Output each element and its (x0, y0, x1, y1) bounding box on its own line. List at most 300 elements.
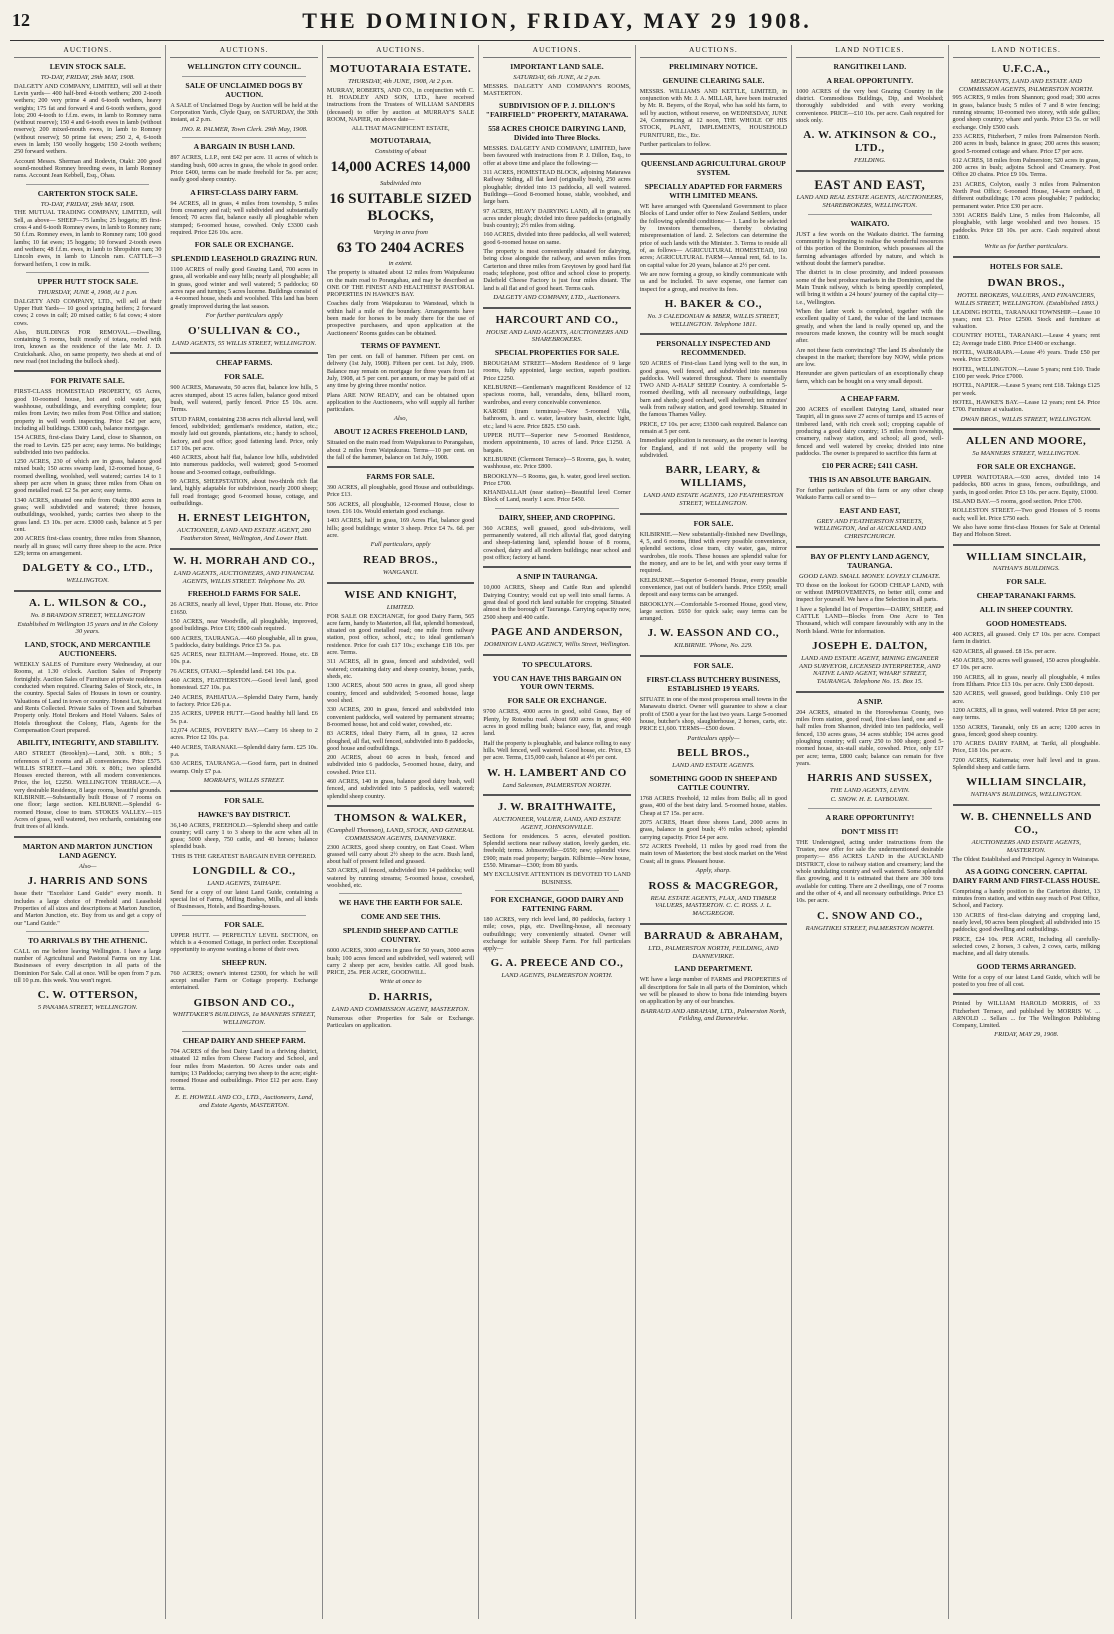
ad-text: 200 ACRES, about 60 acres in bush, fenced and subdivided into 6 paddocks, 5-roomed house, dairy, and cowshed. Price £11. (326, 754, 475, 776)
rule-divider (808, 808, 931, 809)
ad-subline: Land Salesmen, PALMERSTON NORTH. (502, 781, 612, 789)
ad-text: 170 ACRES DAIRY FARM, at Tariki, all ploughable. Price, £18 10s. per acre. (952, 740, 1100, 755)
ad-heading: YOU CAN HAVE THIS BARGAIN ON YOUR OWN TERMS. (492, 673, 622, 692)
ad-text: Also, BUILDINGS FOR REMOVAL.—Dwelling, containing 5 rooms, built mostly of totara, roofed with iron, known as the residence of the late Mr. J. D. Cruickshank. Also, on same property, two sheds at end of new road (not including the bullock shed). (14, 328, 162, 366)
advertiser-name: WILLIAM SINCLAIR, (966, 550, 1087, 563)
column-5 (635, 45, 791, 1619)
ad-text: 160 ACRES, divided into three paddocks, all well watered; good 6-roomed house on same. (483, 231, 631, 246)
advertiser-name: H. BAKER & CO., (664, 297, 763, 310)
ad-heading: FARMS FOR SALE. (366, 472, 435, 482)
rule-divider (483, 566, 630, 568)
ad-text: 2300 ACRES, good sheep country, on East Coast. When grassed will carry about 2½ sheep to the acre. Bush land, about half of present felled and grassed. (326, 843, 475, 866)
ad-text: 240 ACRES, PAHIATUA.—Splendid Dairy Farm, handy to factory. Price £26 p.a. (170, 693, 318, 709)
column-header: AUCTIONS. (14, 45, 161, 58)
advertiser-name: GIBSON AND CO., (193, 996, 295, 1009)
ad-text: 130 ACRES of first-class dairying and cropping land, nearly level, 90 acres been ploughed; all subdivided into 15 paddocks; good dwelling and outbuildings. (952, 911, 1100, 934)
ad-heading: WELLINGTON CITY COUNCIL. (187, 61, 301, 71)
rule-divider (483, 794, 630, 796)
ad-text: Ten per cent. on fall of hammer. Fifteen per cent. on delivery (1st July, 1908). Fifteen per cent. 1st July, 1909. Balance may remain on mortgage for three years from 1st July, 1908, at 5 per cent. per annum, or may be paid off at any time by giving three months' notice. (326, 352, 475, 390)
ad-subline: AUCTIONEER, VALUER, LAND, AND ESTATE AGENT, JOHNSONVILLE. (493, 816, 621, 832)
advertiser-name: THOMSON & WALKER, (334, 812, 467, 825)
rule-divider (953, 804, 1100, 806)
ad-text: 330 ACRES, 200 in grass, fenced and subdivided into convenient paddocks, well watered by permanent streams; 8-roomed house, hot and cold water, cowshed, etc. (326, 706, 475, 728)
ad-text: 1100 ACRES of really good Grazing Land, 700 acres in grass, all workable and easy hills; nearly all ploughable; all in grass, good winter and well watered; 5 paddocks; 60 acres rape and turnips; 5 acres lucerne. Buildings consist of a 4-roomed house, sheds and woolshed. This land has been greatly improved during the last season. (170, 266, 318, 310)
ad-heading: LAND, STOCK, AND MERCANTILE AUCTIONEERS. (24, 640, 151, 659)
ad-text: 460 ACRES, 140 in grass, balance good dairy bush, well fenced, and subdivided into 5 paddocks, well watered; splendid sheep country. (326, 778, 475, 800)
ad-subline: MORRAH'S, WILLIS STREET. (203, 776, 285, 784)
ad-heading: BAY OF PLENTY LAND AGENCY, TAURANGA. (810, 552, 930, 570)
rule-divider (640, 655, 787, 657)
ad-text: 7200 ACRES, Kaitemata; over half level and in grass. Splendid sheep and cattle farm. (952, 756, 1100, 772)
ad-text: 400 ACRES, all grassed. Only £7 10s. per acre. Compact farm in district. (952, 631, 1100, 646)
ad-text: MESSRS. DALGETY AND COMPANY, LIMITED, have been favoured with instructions from P. J. Dillon, Esq., to offer at above time and place the following:— (483, 145, 631, 167)
ad-text: BROOKLYN—5 Rooms, gas, h. water, good level section. Price £700. (483, 472, 631, 487)
column-6 (791, 45, 947, 1619)
rule-divider (14, 836, 161, 838)
ad-heading: ABILITY, INTEGRITY, AND STABILITY. (16, 738, 159, 748)
ad-text: 704 ACRES of the best Dairy Land in a thriving district, situated 12 miles from Cheese Factory and School, and four miles from Masterton. 90 Acres under oats and turnips; 13 Paddocks; carrying two sheep to the acre; eight-roomed House and outbuildings. Price £12 per acre. Easy terms. (170, 1047, 318, 1092)
ad-subline: No. 8 BRANDON STREET, WELLINGTON (30, 611, 145, 619)
ad-subline: FRIDAY, MAY 29, 1908. (994, 1031, 1059, 1039)
rule-divider (495, 890, 618, 891)
rule-divider (339, 893, 462, 894)
advertiser-name: READ BROS., (363, 554, 438, 567)
ad-subline: LAND AGENTS, TAIHAPE. (207, 880, 282, 888)
ad-heading: SUBDIVISION OF P. J. DILLON'S "FAIRFIELD" PROPERTY, MATARAWA. (485, 101, 629, 120)
ad-heading: FOR PRIVATE SALE. (50, 376, 125, 386)
ad-heading: CARTERTON STOCK SALE. (37, 188, 138, 198)
ad-heading: LEVIN STOCK SALE. (49, 61, 126, 71)
ad-subline: LAND AND REAL ESTATE AGENTS, AUCTIONEERS, SHAREBROKERS, WELLINGTON. (796, 194, 944, 210)
ad-heading: FIRST-CLASS BUTCHERY BUSINESS, ESTABLISHED 19 YEARS. (646, 675, 781, 694)
ad-heading: FOR EXCHANGE, GOOD DAIRY AND FATTENING FARM. (490, 894, 624, 913)
ad-text: 200 ACRES of excellent Dairying Land, situated near Taupiri, all in grass save 27 acres of turnips and 15 acres of timbered land, with rich creek soil; cropping capable of producing a good dairy country; 15 miles from township, creamery, railway station, and school; all good, well-fenced and well watered by creeks; divided into nine paddocks. The owner is prepared to sacrifice this farm at (796, 406, 944, 457)
ad-heading: LAND DEPARTMENT. (674, 964, 753, 974)
ad-text: 1250 ACRES, 230 of which are in grass, balance good mixed bush; 150 acres swamp land, 12-roomed house, 6-roomed dwelling, woolshed, well watered; carries 14 to 1 sheep per acre when in grass; three miles from Ohau on good metalled road. £2 5s. per acre; easy terms. (14, 458, 162, 495)
ad-text: 625 ACRES, near ELTHAM.—Improved. House, etc. £8 10s. p.a. (170, 651, 318, 666)
ad-text: A SALE of Unclaimed Dogs by Auction will be held at the Corporation Yards, Clyde Quay, on SATURDAY, the 30th instant, at 2 p.m. (170, 101, 318, 124)
ad-text: 36,140 ACRES, FREEHOLD.—Splendid sheep and cattle country; will carry 1 to 3 sheep to the acre when all in grass; 5000 sheep, 750 cattle, and 40 horses; balance splendid bush. (170, 821, 318, 851)
ad-heading: GOOD HOMESTEADS. (985, 619, 1067, 629)
advertiser-name: O'SULLIVAN & CO., (188, 324, 301, 337)
ad-subline: LAND AND COMMISSION AGENT, MASTERTON. (331, 1006, 470, 1014)
ad-heading: PERSONALLY INSPECTED AND RECOMMENDED. (656, 339, 771, 358)
ad-text: The district is in close proximity, and indeed possesses some of the best produce markets in the Dominion, and the Main Trunk railway, which is being speedily completed, will bring it within a 24 hours' journey of the capital city—i.e., Wellington. (796, 269, 944, 306)
advertiser-name: J. HARRIS AND SONS (27, 875, 148, 888)
ad-heading: RANGITIKEI LAND. (833, 61, 907, 71)
ad-subline: LAND AND ESTATE AGENT, MINING ENGINEER AND SURVEYOR, LICENSED INTERPRETER, AND NATIVE LAND AGENT, WHARF STREET, TAURANGA. Telephone No. 15. Box 15. (799, 654, 941, 686)
ad-text: KHANDALLAH (near station)—Beautiful level Corner Block of Land, nearly 1 acre. Price £450. (483, 489, 631, 504)
ad-heading: A REAL OPPORTUNITY. (826, 75, 914, 85)
advertiser-name: PAGE AND ANDERSON, (491, 625, 623, 638)
ad-subline: Consisting of about (374, 148, 427, 156)
rule-divider (495, 508, 618, 509)
ad-text: 2075 ACRES, Heart three shores Land, 2000 acres in grass, balance in good bush; 4½ miles school; splendid carrying capacity. Price £4 per acre. (639, 818, 788, 841)
masthead (10, 6, 1104, 41)
ad-text: 26 ACRES, nearly all level, Upper Hutt. House, etc. Price £1650. (170, 601, 318, 616)
ad-text: For further particulars of this farm or any other cheap Waikato Farms call or send to— (796, 487, 944, 502)
ad-heading: SPECIALLY ADAPTED FOR FARMERS WITH LIMITED MEANS. (644, 182, 783, 201)
ad-subline: Full particulars, apply (370, 541, 431, 549)
rule-divider (182, 76, 305, 77)
rule-divider (640, 923, 787, 925)
ad-text: KELBURNE (Clermont Terrace)—5 Rooms, gas, h. water, washhouse, etc. Price £800. (483, 455, 631, 471)
ad-text: 3391 ACRES Bald's Line, 5 miles from Halcombe, all ploughable, with large woolshed and two houses. 15 paddocks. Price £8 10s. per acre. Cash required about £1800. (952, 212, 1100, 241)
advertiser-name: W. B. CHENNELLS AND CO., (960, 811, 1093, 837)
ad-text: 1350 ACRES, Taranaki, only £6 an acre; 1200 acres in grass, fenced; good sheep country. (952, 723, 1100, 738)
ad-heading: FREEHOLD FARMS FOR SALE. (187, 589, 301, 599)
ad-text: 612 ACRES, 18 miles from Palmerston; 520 acres in grass, 200 acres in bush; adjoins School and Creamery. Post Office 20 chains. Price £9 10s. Terms. (952, 156, 1100, 179)
rule-divider (26, 272, 149, 273)
ad-heading: UPPER HUTT STOCK SALE. (37, 276, 138, 286)
ad-subline: Established in Wellington 15 years and in the Colony 30 years. (17, 620, 158, 636)
ad-text: The Oldest Established and Principal Agency in Wairarapa. (952, 855, 1100, 863)
advertiser-name: A. L. WILSON & CO., (28, 596, 147, 609)
ad-text: 450 ACRES, 300 acres well grassed, 150 acres ploughable. £7 10s. per acre. (952, 657, 1100, 672)
advertiser-name: DWAN BROS., (987, 277, 1065, 289)
ad-text: LEADING HOTEL, TARANAKI TOWNSHIP.—Lease 10 years; rent £3. Price £2500. Stock and furniture at valuation. (952, 308, 1100, 331)
ad-text: 995 ACRES, 9 miles from Shannon; good road; 300 acres in grass, balance bush; 5 miles of 7 and 8 wire fencing; running streams; 10-roomed two storey, with side gullies; good sheep country; whare and yards. Price £3 5s. or will exchange. Only £500 cash. (952, 94, 1100, 131)
advertiser-name: WISE AND KNIGHT, (344, 588, 457, 601)
ad-heading: TERMS OF PAYMENT. (360, 341, 441, 351)
ad-text: CALL on me before leaving Wellington. I have a large number of Agricultural and Pastoral Farms on my List. Businesses of every description in all parts of the Dominion For Sale. Call at once. Will be open from 7 p.m. till 10 p.m. this week. You won't regret. (14, 947, 162, 985)
ad-heading: PRELIMINARY NOTICE. (669, 61, 758, 71)
ad-heading: DON'T MISS IT! (841, 826, 899, 836)
ad-heading: SPLENDID LEASEHOLD GRAZING RUN. (171, 254, 318, 264)
ad-text: 1000 ACRES of the very best Grazing Country in the district. Commodious Buildings, Dip, and Woolshed; thoroughly subdivided and with every working convenience. PRICE—£10 10s. per acre. Cash required for stock only. (796, 87, 944, 124)
ad-heading: CHEAP FARMS. (215, 358, 273, 368)
ad-text: HOTEL, HAWKE'S BAY.—Lease 12 years; rent £4. Price £700. Furniture at valuation. (952, 398, 1100, 414)
ad-text: ARO STREET (Brooklyn).—Land, 30ft. x 80ft.; 5 references of 3 rooms and all conveniences. Price £575. WILLIS STREET.—Land 30ft. x 80ft.; two splendid Houses erected thereon, with all modern conveniences. Price, the lot, £2250. WELLINGTON TERRACE.—A very desirable Residence, 8 large rooms, beautiful grounds. KILBIRNIE.—Substantially built House of 7 rooms on one floor; large section. KELBURNE.—Splendid 6-roomed House, close to tram. STOKES VALLEY.—115 Acres of grass, well watered, two orchards, containing one fruit trees of all kinds. (14, 750, 162, 831)
ad-text: DALGETY AND COMPANY, LTD., will sell at their Upper Hutt Yards— 10 good springing heifers; 2 forward cows; 2 cows in calf; 20 mixed cattle; 6 fat cows; 4 store cows. (14, 297, 162, 327)
advertiser-name: ALLEN AND MOORE, (966, 435, 1087, 448)
advertiser-name: BARRAUD & ABRAHAM, (643, 929, 783, 942)
ad-text: UPPER HUTT—Superior new 5-roomed Residence, modern appointments, 10 acres of land. Price £1250. A bargain. (483, 431, 631, 454)
ad-text: 231 ACRES, Colyton, easily 3 miles from Palmerston North Post Office; 6-roomed House, 14-acre orchard, 8 different outbuildings; 170 acres ploughable; 7 paddocks; permanent water. Price £30 per acre. (952, 180, 1100, 210)
ad-text: We are now forming a group, so kindly communicate with us and be included. To save expense, one farmer can inspect for a group, and receive its fees. (639, 270, 788, 293)
rule-divider (808, 214, 931, 215)
advertiser-name: EAST AND EAST, (814, 177, 926, 193)
ad-text: 97 ACRES, HEAVY DAIRYING LAND, all in grass, six acres under plough; divided into three paddocks (originally bush country); 2½ miles from siding. (483, 207, 631, 230)
ad-text: 233 ACRES, Fitzherbert, 7 miles from Palmerston North. 200 acres in bush, balance in grass; 200 acres this season; good 5-roomed cottage and whare. Price £7 per acre. (952, 132, 1100, 155)
ad-text: Account Messrs. Sherman and Rodevin, Otaki: 200 good sound-mouthed Romney breeding ewes, in lamb Romney rams. Account Jean Kebbell, Esq., Ohau. (14, 157, 162, 180)
columns (10, 45, 1104, 1619)
advertiser-name: BARR, LEARY, & WILLIAMS, (665, 464, 762, 490)
ad-subline: THURSDAY, JUNE 4, 1908, At 1 p.m. (37, 288, 138, 296)
ad-text: 311 ACRES, HOMESTEAD BLOCK, adjoining Matarawa Railway Siding, all flat land (originally bush), 250 acres ploughable; divided into 13 paddocks, all well watered. Buildings—Good 8-roomed house, stable, woolshed, and large barn. (483, 168, 631, 206)
ad-text: MESSRS. DALGETY AND COMPANY'S ROOMS, MASTERTON. (483, 82, 631, 97)
advertiser-name: JOSEPH E. DALTON, (812, 639, 928, 652)
ad-heading: £10 PER ACRE; £411 CASH. (822, 461, 918, 471)
ad-text: 390 ACRES, all ploughable, good House and outbuildings. Price £13. (326, 484, 475, 499)
ad-heading: A RARE OPPORTUNITY! (825, 812, 915, 822)
ad-text: 154 ACRES, first-class Dairy Land, close to Shannon, on the road to Levin. £25 per acre; easy terms. No buildings; subdivided into two paddocks. (14, 434, 162, 456)
ad-heading: CHEAP TARANAKI FARMS. (976, 591, 1076, 601)
ad-subline: TO-DAY, FRIDAY, 29th MAY, 1908. (40, 73, 135, 81)
ad-subline: AUCTIONEERS AND ESTATE AGENTS, MASTERTON. (971, 839, 1081, 854)
ad-heading: FOR SALE. (224, 795, 264, 805)
ad-text: COUNTRY HOTEL, TARANAKI.—Lease 4 years; rent £2; Average trade £180. Price £1400 or exchange. (952, 332, 1100, 347)
ad-subline: WHITTAKER'S BUILDINGS, 1a MANNERS STREET, WELLINGTON. (172, 1011, 316, 1027)
ad-text: Coaches daily from Waipukurau to Wanstead, which is within half a mile of the boundary. Arrangements have been made for horses to be ready there for the use of prospective purchasers, and upon application at the Auctioneers' Rooms guides can be obtained. (326, 300, 475, 337)
rule-divider (26, 931, 149, 932)
ad-text: PRICE, £7 10s. per acre; £3300 cash required. Balance can remain at 5 per cent. (639, 420, 788, 436)
ad-heading: FOR SALE. (1006, 577, 1047, 587)
ad-heading: COME AND SEE THIS. (360, 912, 441, 922)
rule-divider (327, 805, 474, 807)
ad-text: Issue their "Excelsior Land Guide" every month. It includes a large choice of Freehold and Leasehold Properties of all sizes and descriptions at Marton Junction, and Marton Junction, etc. Buy from us and get a copy of our "Land Guide." (14, 890, 162, 927)
newspaper-page (10, 6, 1104, 1620)
column-header: AUCTIONS. (327, 45, 474, 58)
advertiser-name: DALGETY & CO., LTD., (22, 562, 153, 575)
ad-heading: MARTON AND MARTON JUNCTION LAND AGENCY. (22, 841, 153, 860)
ad-text: 76 ACRES, OTAKI.—Splendid land. £41 10s. p.a. (170, 667, 297, 675)
ad-text: 204 ACRES, situated in the Horowhenua County, two miles from station, good road, first-class land, one and a-half miles from Shannon, divided into ten paddocks, well fenced, 130 acres grass, 34 acres stubble; 194 acres good ploughing country; will carry 250 to 300 sheep; good 5-roomed house, six-stall stable, cowshed. Price, only £17 per acre; terms, £800 cash; balance can remain for five years. (796, 708, 944, 768)
ad-notice: ALL THAT MAGNIFICENT ESTATE, (351, 125, 450, 133)
ad-heading: SPLENDID SHEEP AND CATTLE COUNTRY. (342, 926, 459, 945)
ad-subline: Also— (78, 862, 97, 870)
ad-heading: 558 ACRES CHOICE DAIRYING LAND, Divided into Three Blocks. (488, 124, 626, 143)
ad-subline: LAND AGENTS, AUCTIONEERS, AND FINANCIAL AGENTS, WILLIS STREET. Telephone No. 20. (173, 569, 315, 585)
ad-text: Numerous other Properties for Sale or Exchange. Particulars on application. (326, 1014, 475, 1030)
ad-subline: DALGETY AND COMPANY, LTD., Auctioneers. (493, 293, 621, 301)
ad-text: SITUATE in one of the most prosperous small towns in the Manawatu district. Owner will guarantee to show a clear profit of £500 a year for the last two years. Large 5-roomed house, butcher's shop, slaughterhouse, 2 horses, carts, etc. PRICE £1,600. TERMS—£500 down. (639, 696, 788, 733)
rule-divider (640, 333, 787, 335)
ad-text: KELBURNE.—Superior 6-roomed House, every possible convenience, just out of builder's hands. Price £950; small deposit and easy terms can be arranged. (639, 576, 788, 599)
ad-heading: A BARGAIN IN BUSH LAND. (193, 142, 295, 152)
ad-text: When the latter work is completed, together with the excellent quality of Land, the value of the land increases greatly, and when the land is really opened up, and the resources made known, the country will be much sought after. (796, 307, 944, 345)
ad-text: Comprising a handy position to the Carterton district, 13 minutes from station, and within easy reach of Post Office, School, and Factory. (952, 887, 1100, 910)
column-header: AUCTIONS. (483, 45, 630, 58)
advertiser-name: D. HARRIS, (368, 991, 433, 1004)
ad-text: I have a Splendid list of Properties—DAIRY, SHEEP, and CATTLE LAND—Blocks from One Acre to Ten Thousand, which will compare favourably with any in the North Island. Write for information. (796, 605, 944, 635)
rule-divider (953, 544, 1100, 546)
ad-heading: HAWKE'S BAY DISTRICT. (197, 809, 291, 819)
advertiser-name: HARCOURT AND CO., (495, 313, 619, 326)
ad-subline: C. SNOW. H. E. LAYBOURN. (830, 796, 909, 804)
advertiser-name: BELL BROS., (677, 747, 750, 760)
ad-text: 600 ACRES, TAURANGA.—460 ploughable, all in grass, 5 paddocks, dairy buildings. Price £3 5s. p.a. (170, 634, 318, 649)
ad-text: Hereunder are given particulars of an exceptionally cheap farm, which can be bought on a very small deposit. (796, 370, 944, 385)
ad-heading: A FIRST-CLASS DAIRY FARM. (190, 187, 299, 197)
ad-text: STUD FARM, containing 238 acres rich alluvial land, well fenced, subdivided; gentleman's residence, station, etc.; mostly laid out grounds, plantations, etc.; handy to school, factory, and post office; good fattening land. Price, only £17 10s. per acre. (170, 415, 318, 452)
ad-text: We also have some first-class Houses for Sale at Oriental Bay and Hobson Street. (952, 523, 1100, 539)
advertiser-name: LONGDILL & CO., (192, 865, 296, 878)
ad-text: 235 ACRES, UPPER HUTT.—Good healthy hill land. £6 5s. p.a. (170, 710, 318, 725)
column-header: AUCTIONS. (170, 45, 317, 58)
ad-subline: HOTEL BROKERS, VALUERS, AND FINANCIERS, WILLIS STREET, WELLINGTON. (Established 1893.) (954, 291, 1099, 307)
ad-text: MESSRS. WILLIAMS AND KETTLE, LIMITED, in conjunction with Mr. J. A. MILLAR, have been instructed by Mr. R. Beyers, of the Royal, who has sold his farm, to sell by auction, without reserve, on WEDNESDAY, JUNE 24, Commencing at 12 noon, THE WHOLE OF HIS STOCK, PLANT, IMPLEMENTS, HOUSEHOLD FURNITURE, Etc., Etc. (639, 87, 788, 139)
ad-text: Plans ARE NOW READY, and can be obtained upon application to the Auctioneers, who will supply all further particulars. (326, 391, 475, 414)
ad-heading: SHEEP RUN. (221, 957, 267, 967)
newspaper-title: THE DOMINION, FRIDAY, MAY 29 1908. (302, 8, 812, 33)
ad-subline: Varying in area from (373, 229, 428, 236)
ad-text: 920 ACRES of First-class Land lying well to the sun, in good grass, well fenced, and subdivided into numerous paddocks. Well watered throughout. There is essentially TWO AND A-HALF SHEEP Country. A comfortable 5-roomed dwelling, with all necessary outbuildings, large barn and sheds; good orchard, well sheltered; ten minutes' walk from railway station, and good township. Situated in the famous Thames Valley. (639, 360, 788, 419)
ad-text: 506 ACRES, all ploughable, 12-roomed House, close to town. £16 10s. Would entertain good exchange. (326, 500, 475, 516)
ad-figure: 14,000 ACRES 14,000 (330, 159, 471, 176)
ad-heading: A SNIP. (857, 696, 883, 706)
ad-subline: WANGANUI. (382, 569, 419, 577)
ad-text: BROOKLYN.—Comfortable 5-roomed House, good view, large section. £650 for quick sale; easy terms can be arranged. (639, 600, 788, 623)
ad-text: 311 ACRES, all in grass, fenced and subdivided, well watered; containing dairy and sheep country, house, yards, sheds, etc. (326, 658, 475, 681)
ad-heading: SOMETHING GOOD IN SHEEP AND CATTLE COUNTRY. (649, 774, 778, 793)
ad-heading: AS A GOING CONCERN. CAPITAL DAIRY FARM AND FIRST-CLASS HOUSE. (952, 866, 1100, 885)
ad-text: Printed by WILLIAM HAROLD MORRIS, of 33 Fitzherbert Terrace, and published by MORRIS W. ... ARNOLD ... Sellars ... for The Wellington Publishing Company, Limited. (952, 1000, 1100, 1030)
ad-subline: MERCHANTS, LAND AND ESTATE AND COMMISSION AGENTS, PALMERSTON NORTH. (958, 77, 1094, 93)
ad-subline: REAL ESTATE AGENTS, FLAX, AND TIMBER VALUERS, MASTERTON. C. C. ROSS. J. L. MACGREGOR. (650, 894, 777, 918)
ad-subline: Particulars apply— (687, 734, 740, 742)
ad-text: 1200 ACRES, all in grass, well watered. Price £8 per acre; easy terms. (952, 706, 1100, 722)
ad-subline: THE LAND AGENTS, LEVIN. (829, 787, 910, 795)
column-7 (948, 45, 1104, 1619)
ad-heading: SPECIAL PROPERTIES FOR SALE. (494, 348, 620, 358)
column-header: LAND NOTICES. (796, 45, 943, 58)
ad-subline: Write us for further particulars. (984, 243, 1069, 251)
ad-text: 1300 ACRES, about 500 acres in grass, all good sheep country, fenced and subdivided; 5-roomed house, large wool shed. (326, 682, 475, 704)
ad-subline: TO-DAY, FRIDAY, 29th MAY, 1908. (40, 200, 135, 208)
ad-subline: THURSDAY, 4th JUNE, 1908, At 2 p.m. (348, 77, 454, 85)
ad-text: 900 ACRES, Manawatu, 50 acres flat, balance low hills, 5 acres stumped, about 15 acres fallen, balance good mixed bush, well watered, partly fenced. Price £5 10s. acre. Terms. (170, 384, 318, 414)
ad-heading: DAIRY, SHEEP, AND CROPPING. (498, 512, 615, 522)
ad-text: WEEKLY SALES of Furniture every Wednesday, at our Rooms, at 1.30 o'clock. Auction Sales of Property fortnightly. Auction Sales of Furniture at private residences conducted when required. Clearing Sales of Stock, etc., in the country. Special Sales of Houses in town or country. Valuations of Land in town or country. Honest Lot, Interest and Rents Collected. Private Sales of Town and Suburban Property only. Hotel Brokers and Hotel Valuers. Sales of Hotels throughout the Colony, Flats, Agents for the Compensation Court prepared. (14, 661, 162, 734)
ad-text: JUST a few words on the Waikato district. The farming community is beginning to realise the wonderful resources of this portion of the Dominion, which possesses all the farming advantages afforded by nature, and which is without doubt the farmer's paradise. (796, 230, 944, 268)
ad-text: FOR SALE OR EXCHANGE, for good Dairy Farm, 565 acre farm, handy to Masterton, all flat, splendid homestead, situated on good metalled road; one mile from railway station, post office, school, etc.; to ideal gentleman's residence. Price for cash £17 10s.; exchange £18 10s. per acre. Terms. (326, 612, 475, 657)
ad-heading: THIS IS AN ABSOLUTE BARGAIN. (808, 475, 931, 485)
ad-text: 460 ACRES, about half flat, balance low hills, subdivided into numerous paddocks, well watered; good 5-roomed house and 3-roomed cottage, outbuildings. (170, 454, 318, 476)
column-header: LAND NOTICES. (953, 45, 1100, 58)
column-2 (165, 45, 321, 1619)
rule-divider (640, 513, 787, 515)
ad-text: Send for a copy of our latest Land Guide, containing a special list of Farms, Milling Bushes, Mills, and all kinds of Businesses, Hotels, and Boarding-houses. (170, 888, 318, 911)
advertiser-name: G. A. PREECE AND CO., (490, 957, 624, 970)
rule-divider (26, 184, 149, 185)
ad-text: Write for a copy of our latest Land Guide, which will be posted to you free of all cost. (952, 973, 1100, 988)
ad-subline: Apply, sharp. (695, 866, 731, 874)
ad-text: 12,074 ACRES, POVERTY BAY.—Carry 16 sheep to 2 acres. Price £2 10s. p.a. (170, 726, 318, 742)
ad-subline: GOOD LAND. SMALL MONEY. LOVELY CLIMATE. (798, 572, 941, 580)
rule-divider (483, 654, 630, 656)
ad-text: 520 ACRES, all fenced, subdivided into 14 paddocks; well watered by running streams; 5-roomed house, cowshed, woolshed, etc. (326, 867, 475, 890)
ad-subline: NATHAN'S BUILDINGS. (992, 565, 1060, 573)
column-3 (322, 45, 478, 1619)
ad-text: HOTEL, NAPIER.—Lease 5 years; rent £18. Takings £125 per week. (952, 382, 1100, 397)
ad-text: PRICE, £24 10s. PER ACRE, Including all carefully-selected cows, 2 horses, 3 calves, 2 cows, carts, milking machine, and all dairy utensils. (952, 935, 1100, 958)
advertiser-name: C. W. OTTERSON, (37, 989, 138, 1002)
ad-text: The property is most conveniently situated for dairying, being close alongside the railway, and seven miles from Carterton and three miles from Greytown by good hard flat roads; telephone, post office and school close to property. Dalefield Cheese Factory is just four miles distant. The land is all flat and of good heart. Terms cash. (483, 248, 631, 292)
rule-divider (14, 370, 161, 372)
ad-heading: WE HAVE THE EARTH FOR SALE. (338, 898, 463, 908)
ad-heading: WAIKATO. (850, 218, 890, 228)
ad-text: 83 ACRES, ideal Dairy Farm, all in grass, 12 acres ploughed, all flat, well fenced, subdivided into 8 paddocks, good house and outbuildings. (326, 730, 475, 752)
rule-divider (953, 993, 1100, 995)
ad-subline: Also, (393, 415, 408, 423)
rule-divider (14, 590, 161, 592)
rule-divider (327, 582, 474, 584)
ad-text: 897 ACRES, L.I.P., rent £42 per acre. 11 acres of which is standing bush, 600 acres in grass, the whole in good order. Price £400, terms can be made freehold for 5s. per acre; easily good sheep country. (170, 154, 318, 184)
ad-text: FIRST-CLASS HOMESTEAD PROPERTY, 65 Acres, good 10-roomed house, hot and cold water, gas, washhouse, outbuildings, and everything complete; four miles from Levin; two miles from Post Office and station; property in well worth inspecting. Price £42 per acre, including all buildings. £3000 cash, balance mortgage. (14, 388, 162, 432)
advertiser-name: W. H. MORRAH AND CO., (173, 554, 316, 567)
ad-subline: Write at once to (379, 978, 422, 986)
ad-text: 190 ACRES, all in grass, nearly all ploughable, 4 miles from Eltham. Price £13 10s. per acre. Only £300 deposit. (952, 673, 1100, 688)
ad-heading: ALL IN SHEEP COUNTRY. (979, 605, 1073, 615)
ad-heading: FOR SALE OR EXCHANGE. (194, 240, 294, 250)
ad-text: HOTEL, WAIRARAPA.—Lease 4½ years. Trade £50 per week. Price £3500. (952, 349, 1100, 364)
ad-text: 99 ACRES, SHEEPSTATION, about two-thirds rich flat land, highly adaptable for subdivision, nearly 2000 sheep; full road frontage; good 6-roomed house, cottage, and outbuildings. (170, 478, 318, 507)
ad-figure: 16 SUITABLE SIZED BLOCKS, (329, 190, 472, 225)
ad-subline: LAND AGENTS, PALMERSTON NORTH. (501, 972, 613, 980)
ad-text: Further particulars to follow. (639, 140, 711, 148)
ad-text: BROUGHAM STREET—Modern Residence of 9 large rooms, fully appointed, large section, superb position. Price £2250. (483, 360, 631, 382)
ad-subline: JNO. R. PALMER, Town Clerk. 29th May, 1908. (180, 125, 308, 133)
advertiser-name: WILLIAM SINCLAIR, (966, 776, 1087, 789)
ad-subline: LAND AND ESTATE AGENTS, 120 FEATHERSTON STREET, WELLINGTON. (643, 492, 784, 507)
advertiser-name: H. ERNEST LEIGHTON, (177, 512, 311, 525)
advertiser-name: C. SNOW AND CO., (817, 909, 923, 922)
ad-heading: MOTUOTARAIA, (370, 136, 431, 146)
ad-heading: A SNIP IN TAURANGA. (516, 572, 598, 582)
ad-text: 460 ACRES, FEATHERSTON.—Good level land, good homestead. £27 10s. p.a. (170, 677, 318, 692)
advertiser-name: ROSS & MACGREGOR, (648, 879, 779, 892)
ad-notice: THIS IS THE GREATEST BARGAIN EVER OFFERED. (171, 852, 317, 860)
ad-text: ROLLESTON STREET.—Two good Houses of 5 rooms each; well let. Price £750 each. (952, 507, 1100, 522)
ad-heading: FOR SALE. (693, 661, 734, 671)
advertiser-name: A. W. ATKINSON & CO., LTD., (803, 129, 937, 155)
advertiser-name: MOTUOTARAIA ESTATE. (329, 62, 472, 75)
ad-text: KARORI (tram terminus)—New 5-roomed Villa, bathroom, h. and c. water, lavatory basin, electric light, etc.; land ¼ acre. Price £825. £50 cash. (483, 408, 631, 430)
ad-text: 1340 ACRES, situated one mile from Otaki; 800 acres in grass; well subdivided and watered; three houses, outbuildings, woolshed, yards; carries two sheep to the grass land. £3 10s. per acre. £3000 cash, balance at 5 per cent. (14, 496, 162, 533)
rule-divider (182, 137, 305, 138)
ad-subline: LAND AND ESTATE AGENTS. (672, 762, 755, 770)
advertiser-name: J. W. EASSON AND CO., (647, 627, 780, 640)
ad-subline: WELLINGTON. (66, 577, 109, 585)
ad-text: 760 ACRES; owner's interest £2300, for which he will accept smaller Farm or Cottage property. Exchange entertained. (170, 969, 318, 992)
ad-subline: SATURDAY, 6th JUNE, At 2 p.m. (513, 73, 601, 81)
ad-heading: SALE OF UNCLAIMED DOGS BY AUCTION. (185, 80, 303, 99)
ad-text: WE have a large number of FARMS and PROPERTIES of all descriptions for Sale in all parts of the Dominion, which we will be pleased to show to bona fide intending buyers on application by any of our branches. (639, 976, 788, 1006)
ad-text: 620 ACRES, all grassed. £8 15s. per acre. (952, 647, 1057, 655)
ad-text: 440 ACRES, TARANAKI.—Splendid dairy farm. £25 10s. p.a. (170, 743, 318, 758)
ad-subline: in extent. (388, 260, 413, 268)
ad-heading: FOR SALE. (224, 919, 264, 929)
ad-text: 10,000 ACRES, Sheep and Cattle Run and splendid Dairying Country; would cut up well into small farms. A great deal of good rich land suitable for cropping. Situated almost in the borough of Tauranga. Carrying capacity now, 2500 sheep and 400 cattle. (483, 584, 631, 621)
ad-heading: EAST AND EAST, (839, 505, 901, 515)
column-1 (10, 45, 165, 1619)
ad-text: 200 ACRES first-class country, three miles from Shannon, nearly all in grass; will carry three sheep to the acre. Price £29; terms on arrangement. (14, 535, 162, 557)
ad-subline: Subdivided into (379, 179, 422, 187)
ad-text: 94 ACRES, all in grass, 4 miles from township, 5 miles from creamery and rail; well subdivided and substantially fenced; 70 acres flat, balance easily all ploughable when stumped; 6-roomed house, cowshed. Only £3300 cash required. Price £26 10s. acre. (170, 199, 318, 236)
ad-subline: For further particulars apply (205, 311, 283, 319)
ad-heading: FOR SALE OR EXCHANGE. (976, 462, 1076, 472)
ad-heading: TO ARRIVALS BY THE ATHENIC. (28, 935, 148, 945)
ad-text: 360 ACRES, well grassed, good sub-divisions, well permanently watered, all rich alluvial flat, good dairying and sheep-fattening land, splendid house of 8 rooms, cowshed, dairy and all modern buildings; near school and post office; factory at hand. (483, 524, 631, 561)
ad-text: KELBURNE—Gentleman's magnificent Residence of 12 spacious rooms, hall, verandahs, dens, billiard room, wardrobes, and every conceivable convenience. (483, 384, 631, 406)
ad-subline: (Campbell Thomson), LAND, STOCK, AND GENERAL COMMISSION AGENTS, DANNEVIRKE. (327, 826, 474, 842)
ad-subline: GREY AND FEATHERSTON STREETS, WELLINGTON, And at AUCKLAND AND CHRISTCHURCH. (813, 517, 926, 541)
ad-text: 9700 ACRES, 4000 acres in good, solid Grass, Bay of Plenty, by Rotoehu road. About 600 acres in grass; 400 acres in good milling bush; balance easy, flat, and rough land. (483, 708, 631, 738)
rule-divider (796, 170, 943, 172)
ad-heading: IMPORTANT LAND SALE. (510, 61, 604, 71)
ad-text: MURRAY, ROBERTS, AND CO., in conjunction with C. H. HOADLEY AND SON, LTD., have received instructions from the Trustees of WILLIAM SANDERS (deceased) to offer by auction at MURRAY'S SALE ROOM, NAPIER, on above date— (326, 86, 475, 123)
ad-subline: 5 PANAMA STREET, WELLINGTON. (37, 1004, 138, 1012)
ad-text: Immediate application is necessary, as the owner is leaving for England, and if not sold the property will be subdivided. (639, 437, 788, 459)
ad-subline: DWAN BROS., WILLIS STREET, WELLINGTON. (960, 415, 1092, 423)
ad-text: ISLAND BAY.—5 rooms, good section. Price £700. (952, 497, 1083, 505)
ad-heading: GOOD TERMS ARRANGED. (976, 961, 1076, 971)
ad-notice: MY EXCLUSIVE ATTENTION IS DEVOTED TO LAND BUSINESS. (483, 871, 631, 886)
ad-heading: FOR SALE. (224, 372, 264, 382)
rule-divider (640, 153, 787, 155)
ad-text: THE Undersigned, acting under instructions from the Trustee, now offer for sale the undermentioned desirable property:— 856 ACRES LAND in the AUCKLAND DISTRICT, close to railway station and creamery; land the whole undulating country and well watered. Some splendid flax growing, and it is estimated that there are 300 tons available for cutting. There are 2 dwellings, one of 7 rooms and the other of 4, and all necessary outbuildings. Price £3 10s. per acre. (796, 838, 944, 905)
